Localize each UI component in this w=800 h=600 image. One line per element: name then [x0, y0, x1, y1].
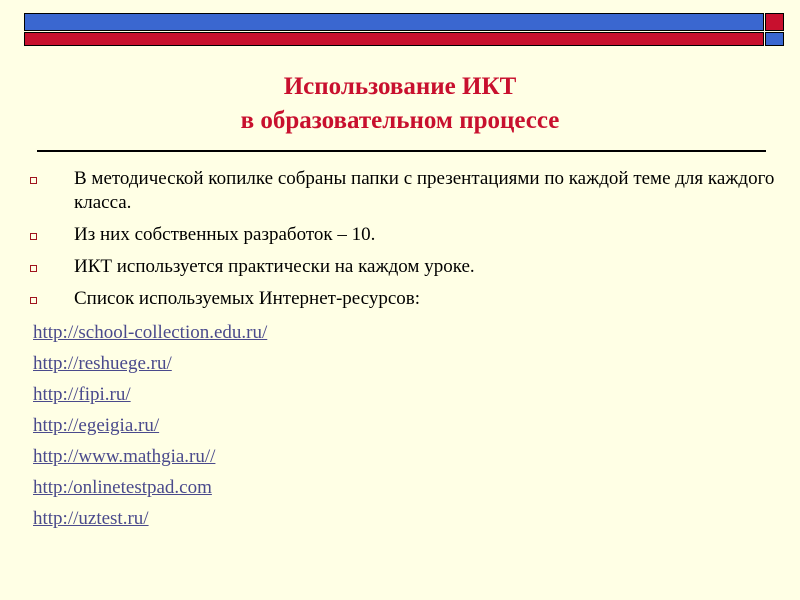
title-divider — [37, 150, 766, 152]
slide-title-line-2: в образовательном процессе — [240, 107, 560, 134]
bullet-item — [30, 255, 790, 279]
hollow-square-bullet-icon — [30, 177, 37, 184]
resource-link-list — [33, 317, 267, 534]
bullet-text: В методической копилке собраны папки с презентациями по каждой теме для каждого класса. — [74, 168, 775, 213]
resource-link-item — [33, 317, 267, 348]
resource-link-item — [33, 441, 267, 472]
header-corner-red-square — [765, 13, 784, 31]
hollow-square-bullet-icon — [30, 297, 37, 304]
resource-link-item — [33, 379, 267, 410]
link-uztest[interactable]: http://uztest.ru/ — [33, 508, 149, 529]
resource-link-item — [33, 348, 267, 379]
resource-link-item — [33, 410, 267, 441]
slide-title-line-1: Использование ИКТ — [283, 73, 517, 100]
link-reshuege[interactable]: http://reshuege.ru/ — [33, 353, 172, 374]
link-school-collection[interactable]: http://school-collection.edu.ru/ — [33, 322, 268, 343]
link-fipi[interactable]: http://fipi.ru/ — [33, 384, 131, 405]
bullet-item — [30, 287, 790, 311]
link-mathgia[interactable]: http://www.mathgia.ru// — [33, 446, 216, 467]
bullet-text: Из них собственных разработок – 10. — [74, 224, 376, 245]
link-onlinetestpad[interactable]: http:/onlinetestpad.com — [33, 477, 212, 498]
bullet-list — [30, 167, 790, 319]
bullet-text: ИКТ используется практически на каждом уроке. — [74, 256, 475, 277]
header-red-bar — [24, 32, 764, 46]
header-blue-bar — [24, 13, 764, 31]
slide-title — [0, 70, 800, 138]
hollow-square-bullet-icon — [30, 265, 37, 272]
bullet-item — [30, 223, 790, 247]
bullet-item — [30, 167, 790, 215]
link-egeigia[interactable]: http://egeigia.ru/ — [33, 415, 160, 436]
resource-link-item — [33, 503, 267, 534]
header-corner-blue-square — [765, 32, 784, 46]
hollow-square-bullet-icon — [30, 233, 37, 240]
resource-link-item — [33, 472, 267, 503]
bullet-text: Список используемых Интернет-ресурсов: — [74, 288, 421, 309]
